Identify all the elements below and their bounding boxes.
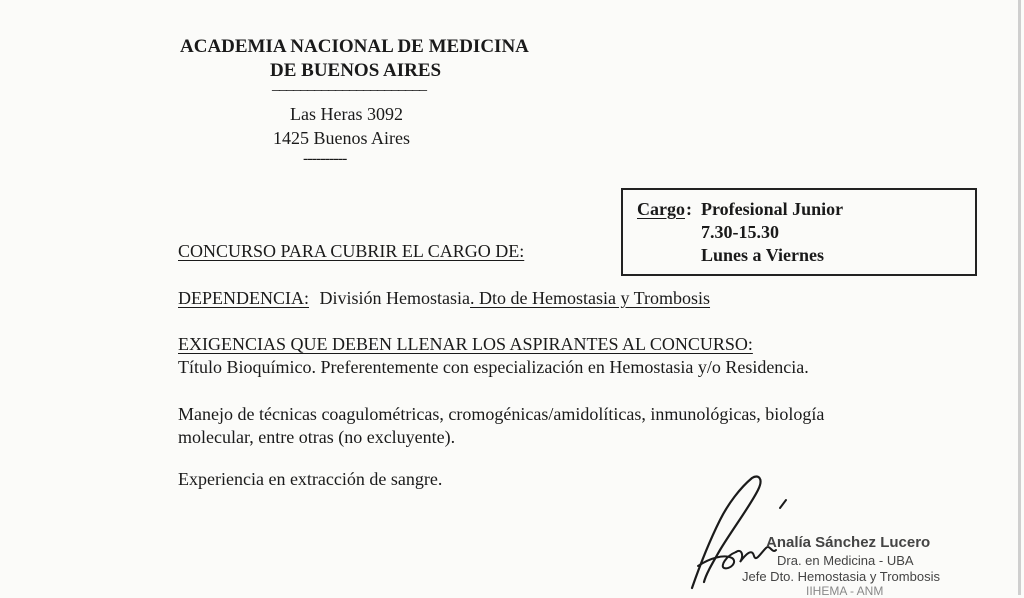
exigencias-heading: EXIGENCIAS QUE DEBEN LLENAR LOS ASPIRANTES AL CONCURSO: xyxy=(178,334,753,354)
address-rule: ---------- xyxy=(303,150,347,167)
dependencia-line xyxy=(178,288,710,309)
dependencia-label: DEPENDENCIA: xyxy=(178,288,309,308)
address-street: Las Heras 3092 xyxy=(290,104,403,124)
institution-name-line2: DE BUENOS AIRES xyxy=(270,60,442,81)
requirement-experience: Experiencia en extracción de sangre. xyxy=(178,469,443,489)
cargo-label: Cargo xyxy=(637,199,685,219)
dependencia-value-2: . Dto de Hemostasia y Trombosis xyxy=(470,288,711,308)
stamp-title: Dra. en Medicina - UBA xyxy=(777,553,914,568)
cargo-box xyxy=(621,188,977,276)
stamp-org: IIHEMA - ANM xyxy=(806,584,884,598)
header-rule: ______________________ xyxy=(272,76,426,93)
stamp-name: Analía Sánchez Lucero xyxy=(766,534,931,551)
requirement-techniques-line1: Manejo de técnicas coagulométricas, cromogénicas/amidolíticas, inmunológicas, biología xyxy=(178,404,825,424)
cargo-days: Lunes a Viernes xyxy=(701,245,825,265)
cargo-hours: 7.30-15.30 xyxy=(701,222,779,242)
cargo-title: Profesional Junior xyxy=(701,199,844,219)
concurso-heading: CONCURSO PARA CUBRIR EL CARGO DE: xyxy=(178,241,525,261)
cargo-colon: : xyxy=(686,199,692,219)
requirement-degree: Título Bioquímico. Preferentemente con especialización en Hemostasia y/o Residencia. xyxy=(178,357,809,377)
stamp-position: Jefe Dto. Hemostasia y Trombosis xyxy=(742,569,940,584)
address-city: 1425 Buenos Aires xyxy=(273,128,410,148)
scan-edge-mark xyxy=(1018,0,1021,595)
dependencia-value: División Hemostasia xyxy=(319,288,470,308)
institution-name-line1: ACADEMIA NACIONAL DE MEDICINA xyxy=(180,36,529,57)
requirement-techniques-line2: molecular, entre otras (no excluyente). xyxy=(178,427,456,447)
